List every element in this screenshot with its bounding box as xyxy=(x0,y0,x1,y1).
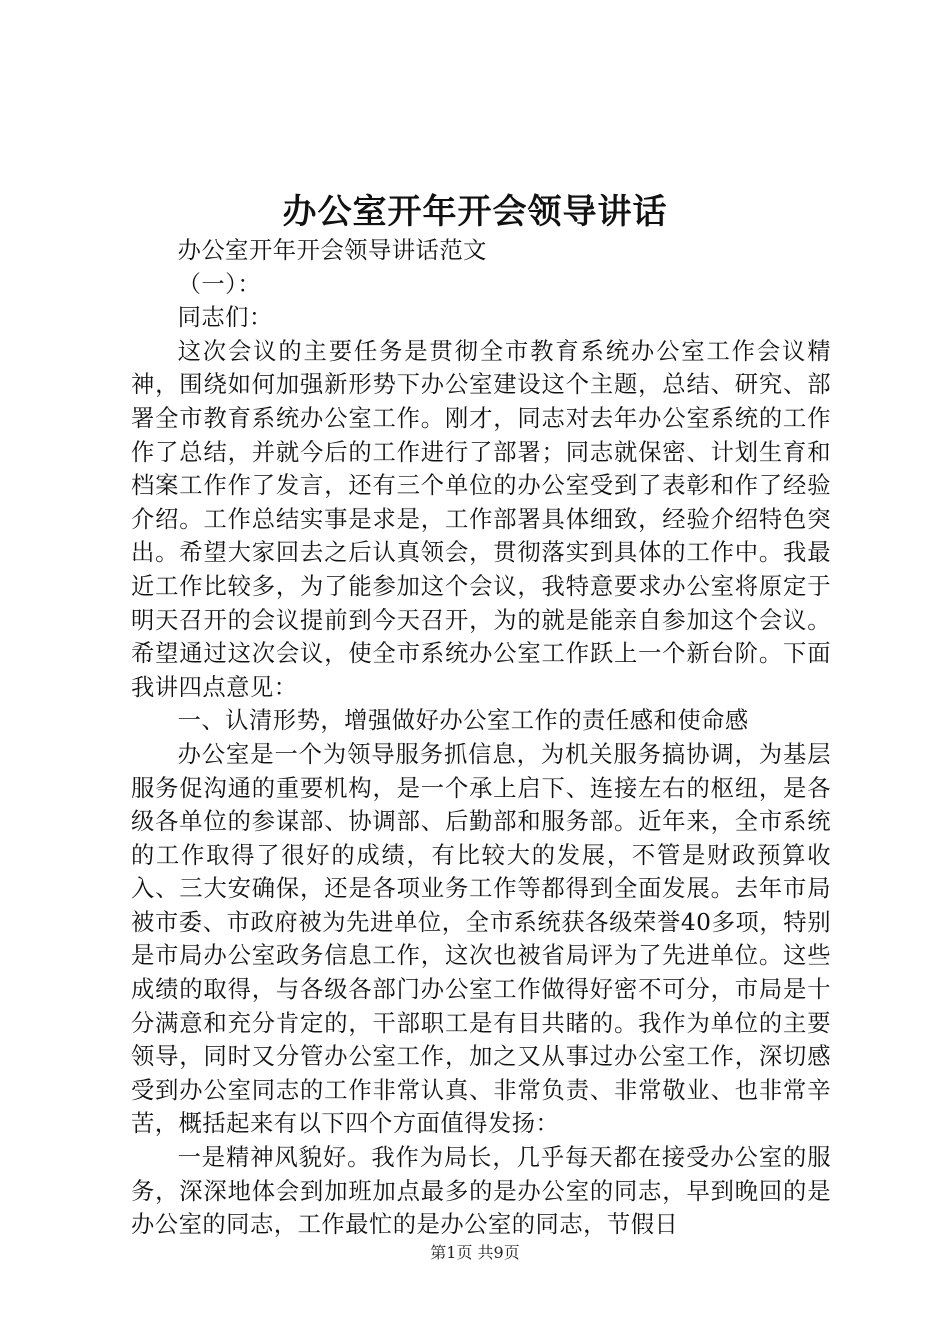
body-paragraph: 办公室是一个为领导服务抓信息，为机关服务搞协调，为基层服务促沟通的重要机构，是一个承上启下、连接左右的枢纽，是各级各单位的参谋部、协调部、后勤部和服务部。近年来，全市系统的工作取得了很好的成绩，有比较大的发展，不管是财政预算收入、三大安确保，还是各项业务工作等都得到全面发展。去年市局被市委、市政府被为先进单位，全市系统获各级荣誉40多项，特别是市局办公室政务信息工作，这次也被省局评为了先进单位。这些成绩的取得，与各级各部门办公室工作做得好密不可分，市局是十分满意和充分肯定的，干部职工是有目共睹的。我作为单位的主要领导，同时又分管办公室工作，加之又从事过办公室工作，深切感受到办公室同志的工作非常认真、非常负责、非常敬业、也非常辛苦，概括起来有以下四个方面值得发扬： xyxy=(131,740,831,1138)
body-paragraph: 一是精神风貌好。我作为局长，几乎每天都在接受办公室的服务，深深地体会到加班加点最多的是办公室的同志，早到晚回的是办公室的同志，工作最忙的是办公室的同志，节假日 xyxy=(131,1144,831,1239)
subtitle-paragraph: 办公室开年开会领导讲话范文 xyxy=(177,237,487,264)
body-paragraph: 这次会议的主要任务是贯彻全市教育系统办公室工作会议精神，围绕如何加强新形势下办公室建设这个主题，总结、研究、部署全市教育系统办公室工作。刚才，同志对去年办公室系统的工作作了总结，并就今后的工作进行了部署；同志就保密、计划生育和档案工作作了发言，还有三个单位的办公室受到了表彰和作了经验介绍。工作总结实事是求是，工作部署具体细致，经验介绍特色突出。希望大家回去之后认真领会，贯彻落实到具体的工作中。我最近工作比较多，为了能参加这个会议，我特意要求办公室将原定于明天召开的会议提前到今天召开，为的就是能亲自参加这个会议。希望通过这次会议，使全市系统办公室工作跃上一个新台阶。下面我讲四点意见： xyxy=(131,337,831,701)
section-number-paragraph: （一）： xyxy=(177,270,262,298)
salutation-paragraph: 同志们： xyxy=(177,304,273,332)
document-title: 办公室开年开会领导讲话 xyxy=(282,192,668,232)
section-heading-paragraph: 一、认清形势，增强做好办公室工作的责任感和使命感 xyxy=(177,707,749,735)
page-footer: 第1页 共9页 xyxy=(430,1243,520,1262)
document-body xyxy=(131,234,831,1242)
